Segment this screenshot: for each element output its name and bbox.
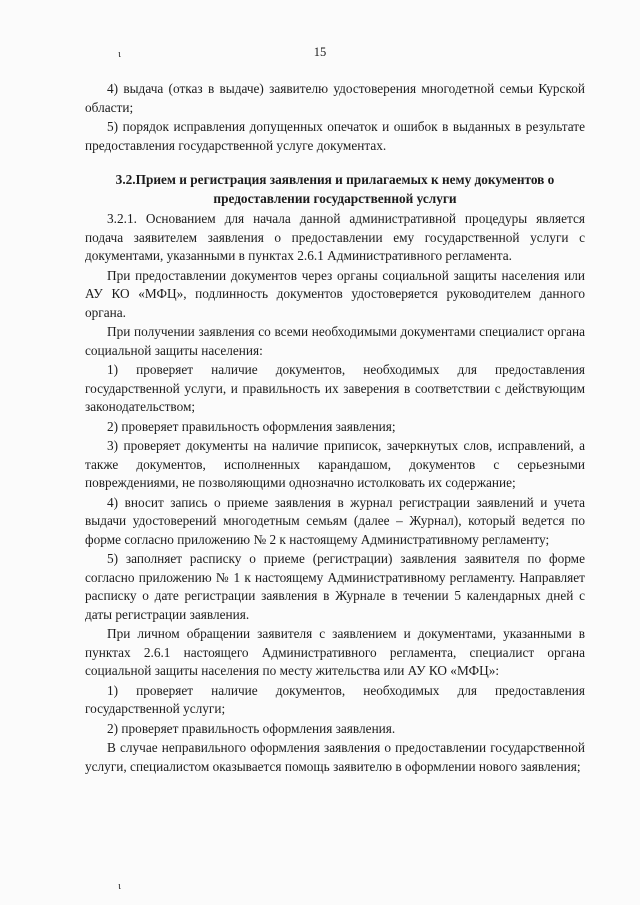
paragraph: 5) порядок исправления допущенных опечаток и ошибок в выданных в результате предоставления государственной услуге документах. — [85, 119, 585, 153]
list-item: 4) вносит запись о приеме заявления в журнал регистрации заявлений и учета выдачи удостоверений многодетным семьям (далее – Журнал), который ведется по форме согласно приложению № 2 к настоящему Административному регламенту; — [85, 494, 585, 547]
document-body — [85, 80, 585, 777]
list-item: 5) заполняет расписку о приеме (регистрации) заявления заявителя по форме согласно приложению № 1 к настоящему Административному регламенту. Направляет расписку о дате регистрации заявления в Журнале в течении 5 календарных дней с даты регистрации заявления. — [85, 551, 585, 622]
page-number: 15 — [313, 45, 327, 59]
paragraph: В случае неправильного оформления заявления о предоставлении государственной услуги, специалистом оказывается помощь заявителю в оформлении нового заявления; — [85, 740, 585, 774]
stray-mark-top: ι — [118, 48, 121, 60]
paragraph: 4) выдача (отказ в выдаче) заявителю удостоверения многодетной семьи Курской области; — [85, 81, 585, 115]
list-item: 2) проверяет правильность оформления заявления. — [107, 720, 396, 736]
paragraph: 3.2.1. Основанием для начала данной административной процедуры является подача заявителем заявления о предоставлении ему государственной услуги с документами, указанными в пунктах 2.6.1 Административного регламента. — [85, 211, 585, 263]
section-heading: 3.2.Прием и регистрация заявления и прилагаемых к нему документов о предоставлении государственной услуги — [115, 172, 555, 206]
paragraph: При личном обращении заявителя с заявлением и документами, указанными в пунктах 2.6.1 настоящего Административного регламента, специалист органа социальной защиты населения по месту жительства или АУ КО «МФЦ»: — [85, 626, 585, 678]
paragraph: При предоставлении документов через органы социальной защиты населения или АУ КО «МФЦ», подлинность документов удостоверяется руководителем данного органа. — [85, 267, 585, 320]
stray-mark-bottom: ι — [118, 880, 121, 892]
list-item: 1) проверяет наличие документов, необходимых для предоставления государственной услуги, и правильность их заверения в соответствии с действующим законодательством; — [85, 362, 585, 414]
paragraph: При получении заявления со всеми необходимыми документами специалист органа социальной защиты населения: — [85, 324, 585, 358]
list-item: 2) проверяет правильность оформления заявления; — [107, 418, 396, 434]
list-item: 1) проверяет наличие документов, необходимых для предоставления государственной услуги; — [85, 682, 585, 716]
list-item: 3) проверяет документы на наличие приписок, зачеркнутых слов, исправлений, а также документов, исполненных карандашом, документов с серьезными повреждениями, не позволяющими однозначно истолковать их содержание; — [85, 438, 585, 490]
